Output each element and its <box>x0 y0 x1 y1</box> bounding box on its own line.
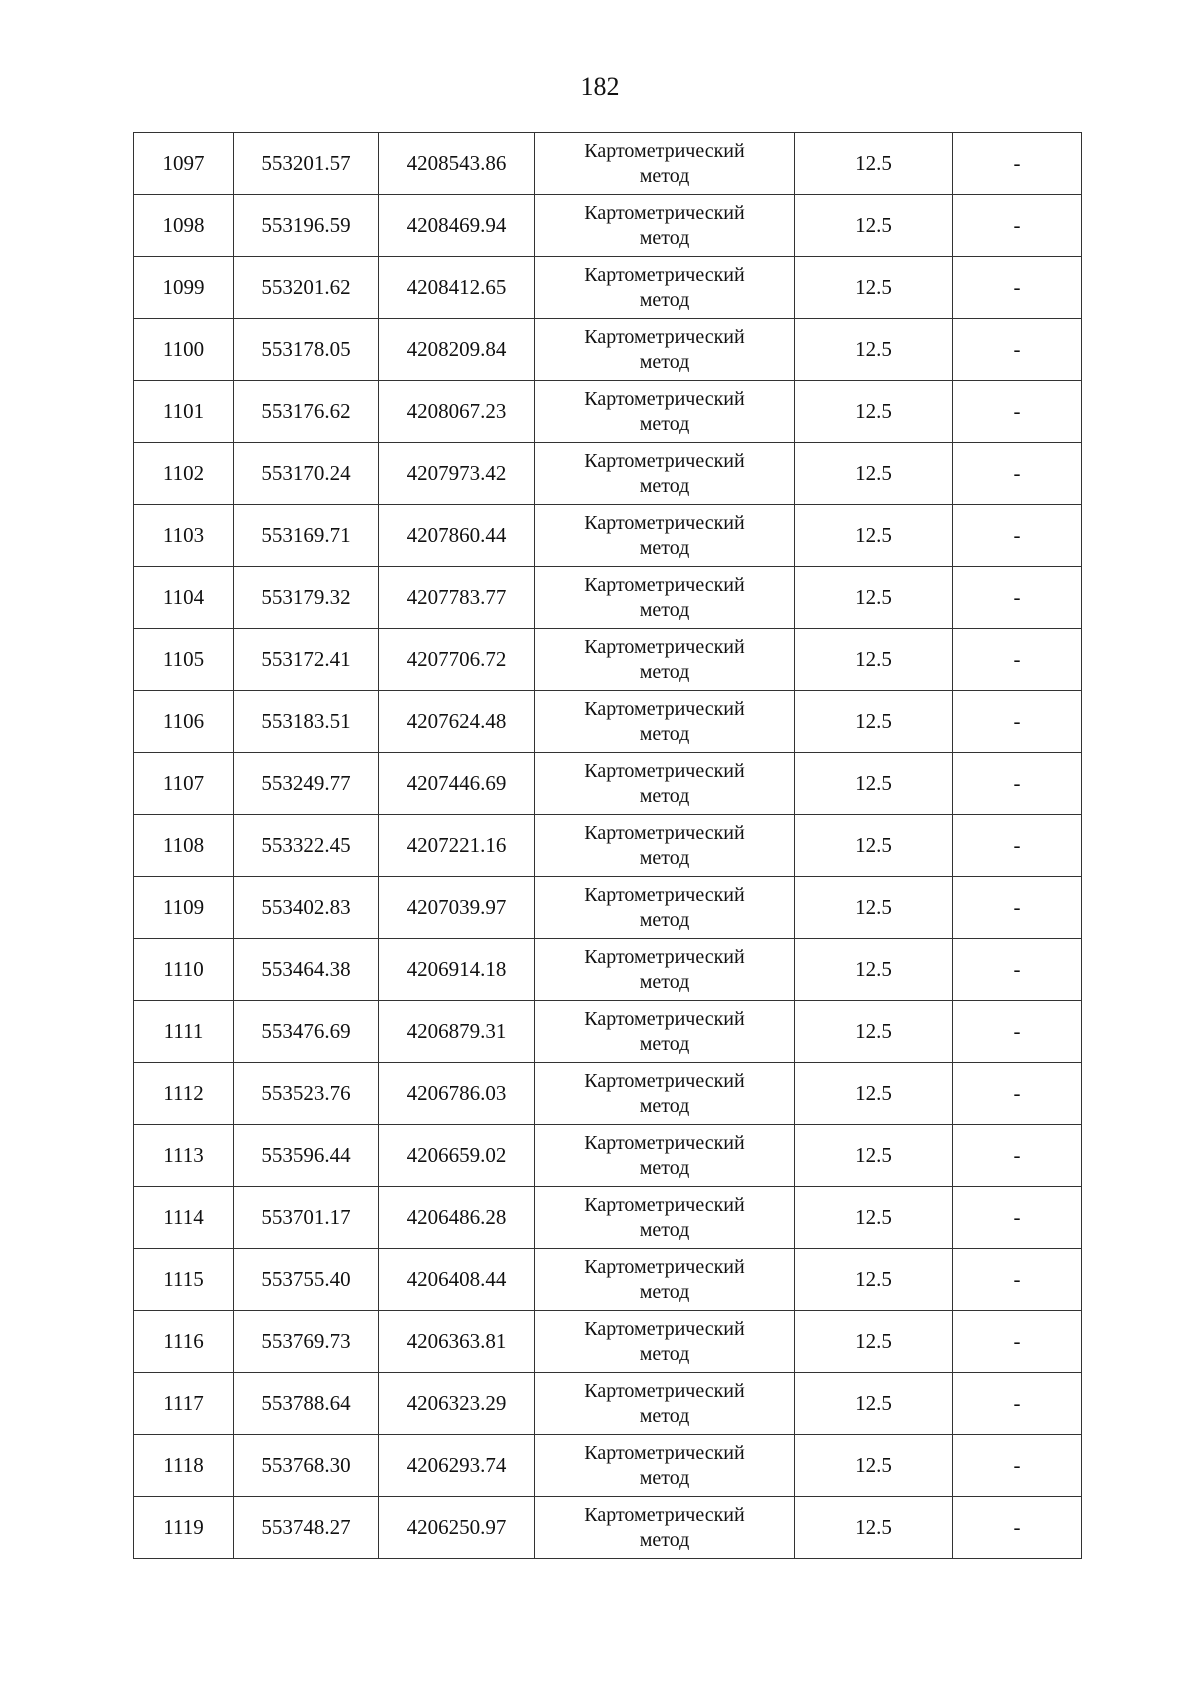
method-label-line1: Картометрический <box>584 635 745 658</box>
coordinates-table <box>133 132 1082 1559</box>
note-cell: - <box>953 505 1082 567</box>
method-cell <box>535 939 795 1001</box>
method-label-line2: метод <box>639 1156 690 1179</box>
note-cell: - <box>953 691 1082 753</box>
x-coordinate-cell: 553769.73 <box>234 1311 379 1373</box>
method-label-line1: Картометрический <box>584 263 745 286</box>
x-coordinate-cell: 553476.69 <box>234 1001 379 1063</box>
accuracy-cell: 12.5 <box>795 753 953 815</box>
method-label-line2: метод <box>639 288 690 311</box>
method-cell <box>535 567 795 629</box>
method-label-line1: Картометрический <box>584 387 745 410</box>
table-row <box>134 691 1082 753</box>
method-label-line2: метод <box>639 722 690 745</box>
table-row <box>134 877 1082 939</box>
method-label-line2: метод <box>639 226 690 249</box>
method-cell <box>535 1311 795 1373</box>
accuracy-cell: 12.5 <box>795 381 953 443</box>
table-row <box>134 1063 1082 1125</box>
method-label-line1: Картометрический <box>584 821 745 844</box>
method-label-line1: Картометрический <box>584 1069 745 1092</box>
note-cell: - <box>953 567 1082 629</box>
note-cell: - <box>953 381 1082 443</box>
x-coordinate-cell: 553176.62 <box>234 381 379 443</box>
method-label-line2: метод <box>639 1404 690 1427</box>
point-number-cell: 1104 <box>134 567 234 629</box>
note-cell: - <box>953 753 1082 815</box>
x-coordinate-cell: 553464.38 <box>234 939 379 1001</box>
accuracy-cell: 12.5 <box>795 1187 953 1249</box>
method-cell <box>535 443 795 505</box>
x-coordinate-cell: 553701.17 <box>234 1187 379 1249</box>
method-label-line1: Картометрический <box>584 573 745 596</box>
point-number-cell: 1111 <box>134 1001 234 1063</box>
y-coordinate-cell: 4206323.29 <box>379 1373 535 1435</box>
x-coordinate-cell: 553179.32 <box>234 567 379 629</box>
note-cell: - <box>953 1373 1082 1435</box>
point-number-cell: 1113 <box>134 1125 234 1187</box>
point-number-cell: 1114 <box>134 1187 234 1249</box>
accuracy-cell: 12.5 <box>795 1435 953 1497</box>
note-cell: - <box>953 1249 1082 1311</box>
method-label-line1: Картометрический <box>584 883 745 906</box>
method-cell <box>535 691 795 753</box>
y-coordinate-cell: 4206879.31 <box>379 1001 535 1063</box>
note-cell: - <box>953 1497 1082 1559</box>
method-cell <box>535 195 795 257</box>
x-coordinate-cell: 553172.41 <box>234 629 379 691</box>
x-coordinate-cell: 553183.51 <box>234 691 379 753</box>
method-label-line1: Картометрический <box>584 325 745 348</box>
method-label-line1: Картометрический <box>584 1007 745 1030</box>
note-cell: - <box>953 443 1082 505</box>
accuracy-cell: 12.5 <box>795 1373 953 1435</box>
y-coordinate-cell: 4206786.03 <box>379 1063 535 1125</box>
method-label-line2: метод <box>639 1466 690 1489</box>
accuracy-cell: 12.5 <box>795 443 953 505</box>
y-coordinate-cell: 4206486.28 <box>379 1187 535 1249</box>
x-coordinate-cell: 553196.59 <box>234 195 379 257</box>
note-cell: - <box>953 195 1082 257</box>
x-coordinate-cell: 553201.62 <box>234 257 379 319</box>
point-number-cell: 1106 <box>134 691 234 753</box>
table-row <box>134 815 1082 877</box>
accuracy-cell: 12.5 <box>795 939 953 1001</box>
x-coordinate-cell: 553748.27 <box>234 1497 379 1559</box>
x-coordinate-cell: 553755.40 <box>234 1249 379 1311</box>
method-cell <box>535 1187 795 1249</box>
accuracy-cell: 12.5 <box>795 505 953 567</box>
method-label-line2: метод <box>639 970 690 993</box>
method-label-line2: метод <box>639 1032 690 1055</box>
method-label-line1: Картометрический <box>584 201 745 224</box>
point-number-cell: 1105 <box>134 629 234 691</box>
method-label-line1: Картометрический <box>584 1441 745 1464</box>
method-label-line2: метод <box>639 846 690 869</box>
point-number-cell: 1098 <box>134 195 234 257</box>
table-row <box>134 629 1082 691</box>
y-coordinate-cell: 4206914.18 <box>379 939 535 1001</box>
y-coordinate-cell: 4207860.44 <box>379 505 535 567</box>
y-coordinate-cell: 4207221.16 <box>379 815 535 877</box>
method-label-line1: Картометрический <box>584 1503 745 1526</box>
table-row <box>134 1497 1082 1559</box>
method-label-line2: метод <box>639 784 690 807</box>
accuracy-cell: 12.5 <box>795 1249 953 1311</box>
method-label-line2: метод <box>639 536 690 559</box>
table-row <box>134 1311 1082 1373</box>
table-row <box>134 1373 1082 1435</box>
method-label-line2: метод <box>639 164 690 187</box>
table-row <box>134 1001 1082 1063</box>
point-number-cell: 1119 <box>134 1497 234 1559</box>
method-label-line1: Картометрический <box>584 1317 745 1340</box>
point-number-cell: 1108 <box>134 815 234 877</box>
y-coordinate-cell: 4206363.81 <box>379 1311 535 1373</box>
note-cell: - <box>953 1187 1082 1249</box>
accuracy-cell: 12.5 <box>795 877 953 939</box>
point-number-cell: 1102 <box>134 443 234 505</box>
method-cell <box>535 1249 795 1311</box>
point-number-cell: 1112 <box>134 1063 234 1125</box>
table-row <box>134 567 1082 629</box>
point-number-cell: 1118 <box>134 1435 234 1497</box>
note-cell: - <box>953 877 1082 939</box>
y-coordinate-cell: 4208469.94 <box>379 195 535 257</box>
method-label-line1: Картометрический <box>584 1131 745 1154</box>
table-row <box>134 505 1082 567</box>
table-row <box>134 381 1082 443</box>
point-number-cell: 1103 <box>134 505 234 567</box>
x-coordinate-cell: 553523.76 <box>234 1063 379 1125</box>
method-cell <box>535 133 795 195</box>
method-label-line1: Картометрический <box>584 1193 745 1216</box>
table-row <box>134 1187 1082 1249</box>
y-coordinate-cell: 4207039.97 <box>379 877 535 939</box>
x-coordinate-cell: 553788.64 <box>234 1373 379 1435</box>
accuracy-cell: 12.5 <box>795 1063 953 1125</box>
x-coordinate-cell: 553249.77 <box>234 753 379 815</box>
table-row <box>134 1435 1082 1497</box>
method-cell <box>535 1001 795 1063</box>
method-label-line2: метод <box>639 598 690 621</box>
method-cell <box>535 1435 795 1497</box>
note-cell: - <box>953 1125 1082 1187</box>
method-label-line1: Картометрический <box>584 139 745 162</box>
y-coordinate-cell: 4206250.97 <box>379 1497 535 1559</box>
method-label-line1: Картометрический <box>584 449 745 472</box>
table-row <box>134 1249 1082 1311</box>
table-row <box>134 195 1082 257</box>
note-cell: - <box>953 133 1082 195</box>
page-number: 182 <box>580 72 620 101</box>
method-cell <box>535 1373 795 1435</box>
method-label-line1: Картометрический <box>584 1255 745 1278</box>
method-label-line2: метод <box>639 1280 690 1303</box>
y-coordinate-cell: 4207624.48 <box>379 691 535 753</box>
table-row <box>134 257 1082 319</box>
y-coordinate-cell: 4206659.02 <box>379 1125 535 1187</box>
point-number-cell: 1097 <box>134 133 234 195</box>
method-label-line2: метод <box>639 350 690 373</box>
y-coordinate-cell: 4207706.72 <box>379 629 535 691</box>
y-coordinate-cell: 4208412.65 <box>379 257 535 319</box>
accuracy-cell: 12.5 <box>795 1311 953 1373</box>
method-cell <box>535 815 795 877</box>
note-cell: - <box>953 1001 1082 1063</box>
point-number-cell: 1107 <box>134 753 234 815</box>
method-label-line1: Картометрический <box>584 697 745 720</box>
point-number-cell: 1116 <box>134 1311 234 1373</box>
y-coordinate-cell: 4206408.44 <box>379 1249 535 1311</box>
coordinates-table-body <box>134 133 1082 1559</box>
x-coordinate-cell: 553596.44 <box>234 1125 379 1187</box>
point-number-cell: 1099 <box>134 257 234 319</box>
y-coordinate-cell: 4207973.42 <box>379 443 535 505</box>
y-coordinate-cell: 4207446.69 <box>379 753 535 815</box>
y-coordinate-cell: 4207783.77 <box>379 567 535 629</box>
method-label-line1: Картометрический <box>584 945 745 968</box>
x-coordinate-cell: 553169.71 <box>234 505 379 567</box>
accuracy-cell: 12.5 <box>795 629 953 691</box>
table-row <box>134 939 1082 1001</box>
method-label-line2: метод <box>639 474 690 497</box>
y-coordinate-cell: 4208543.86 <box>379 133 535 195</box>
method-label-line1: Картометрический <box>584 1379 745 1402</box>
accuracy-cell: 12.5 <box>795 567 953 629</box>
method-label-line2: метод <box>639 1094 690 1117</box>
method-label-line2: метод <box>639 412 690 435</box>
point-number-cell: 1101 <box>134 381 234 443</box>
method-cell <box>535 753 795 815</box>
accuracy-cell: 12.5 <box>795 257 953 319</box>
accuracy-cell: 12.5 <box>795 195 953 257</box>
x-coordinate-cell: 553201.57 <box>234 133 379 195</box>
point-number-cell: 1115 <box>134 1249 234 1311</box>
accuracy-cell: 12.5 <box>795 1001 953 1063</box>
note-cell: - <box>953 1063 1082 1125</box>
method-cell <box>535 629 795 691</box>
accuracy-cell: 12.5 <box>795 1497 953 1559</box>
note-cell: - <box>953 1311 1082 1373</box>
method-label-line2: метод <box>639 1342 690 1365</box>
method-cell <box>535 877 795 939</box>
method-label-line1: Картометрический <box>584 759 745 782</box>
point-number-cell: 1109 <box>134 877 234 939</box>
note-cell: - <box>953 319 1082 381</box>
note-cell: - <box>953 629 1082 691</box>
method-label-line2: метод <box>639 1528 690 1551</box>
method-label-line2: метод <box>639 1218 690 1241</box>
method-cell <box>535 257 795 319</box>
point-number-cell: 1100 <box>134 319 234 381</box>
x-coordinate-cell: 553402.83 <box>234 877 379 939</box>
note-cell: - <box>953 815 1082 877</box>
note-cell: - <box>953 939 1082 1001</box>
y-coordinate-cell: 4206293.74 <box>379 1435 535 1497</box>
x-coordinate-cell: 553178.05 <box>234 319 379 381</box>
method-cell <box>535 1063 795 1125</box>
accuracy-cell: 12.5 <box>795 691 953 753</box>
point-number-cell: 1110 <box>134 939 234 1001</box>
x-coordinate-cell: 553170.24 <box>234 443 379 505</box>
y-coordinate-cell: 4208209.84 <box>379 319 535 381</box>
accuracy-cell: 12.5 <box>795 1125 953 1187</box>
point-number-cell: 1117 <box>134 1373 234 1435</box>
table-row <box>134 753 1082 815</box>
note-cell: - <box>953 1435 1082 1497</box>
method-cell <box>535 381 795 443</box>
method-cell <box>535 1497 795 1559</box>
table-row <box>134 319 1082 381</box>
table-row <box>134 443 1082 505</box>
table-row <box>134 1125 1082 1187</box>
table-row <box>134 133 1082 195</box>
method-cell <box>535 1125 795 1187</box>
accuracy-cell: 12.5 <box>795 815 953 877</box>
accuracy-cell: 12.5 <box>795 133 953 195</box>
y-coordinate-cell: 4208067.23 <box>379 381 535 443</box>
note-cell: - <box>953 257 1082 319</box>
x-coordinate-cell: 553322.45 <box>234 815 379 877</box>
method-cell <box>535 505 795 567</box>
method-label-line1: Картометрический <box>584 511 745 534</box>
method-label-line2: метод <box>639 660 690 683</box>
x-coordinate-cell: 553768.30 <box>234 1435 379 1497</box>
method-cell <box>535 319 795 381</box>
method-label-line2: метод <box>639 908 690 931</box>
accuracy-cell: 12.5 <box>795 319 953 381</box>
